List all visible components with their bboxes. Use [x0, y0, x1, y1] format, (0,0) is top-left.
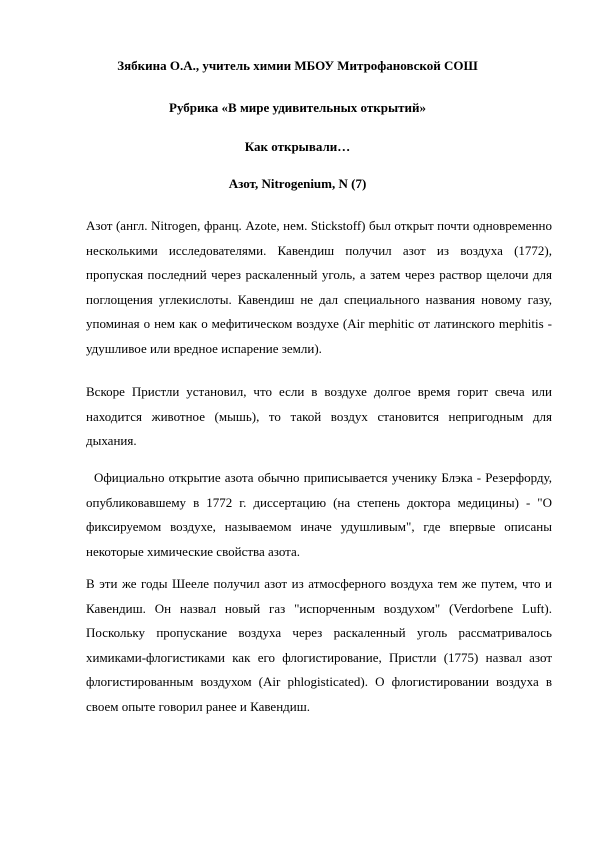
article-title: Азот, Nitrogenium, N (7) — [228, 176, 367, 191]
author-line: Зябкина О.А., учитель химии МБОУ Митрофановской СОШ — [117, 58, 478, 73]
paragraph-1: Азот (англ. Nitrogen, франц. Azote, нем. Stickstoff) был открыт почти одновременно несколькими исследователями. Кавендиш получил азот из воздуха (1772), пропуская последний через раскаленный уголь, а затем через раствор щелочи для поглощения углекислоты. Кавендиш не дал специального названия новому газу, упоминая о нем как о мефитическом воздухе (Air mephitic от латинского mephitis - удушливое или вредное испарение земли). — [86, 218, 552, 356]
paragraph-4: В эти же годы Шееле получил азот из атмосферного воздуха тем же путем, что и Кавендиш. Он назвал новый газ "испорченным воздухом" (Verdorbene Luft). Поскольку пропускание воздуха через раскаленный уголь рассматривалось химиками-флогистиками как его флогистирование, Пристли (1775) назвал азот флогистированным воздухом (Air phlogisticated). О флогистировании воздуха в своем опыте говорил ранее и Кавендиш. — [86, 576, 552, 714]
paragraph-3: Официально открытие азота обычно приписывается ученику Блэка - Резерфорду, опубликовавшему в 1772 г. диссертацию (на степень доктора медицины) - "О фиксируемом воздухе, называемом иначе удушливым", где впервые описаны некоторые химические свойства азота. — [86, 470, 552, 559]
series-line: Как открывали… — [244, 139, 351, 154]
paragraph-2: Вскоре Пристли установил, что если в воздухе долгое время горит свеча или находится животное (мышь), то такой воздух становится непригодным для дыхания. — [86, 384, 552, 448]
rubric-line: Рубрика «В мире удивительных открытий» — [169, 100, 426, 115]
